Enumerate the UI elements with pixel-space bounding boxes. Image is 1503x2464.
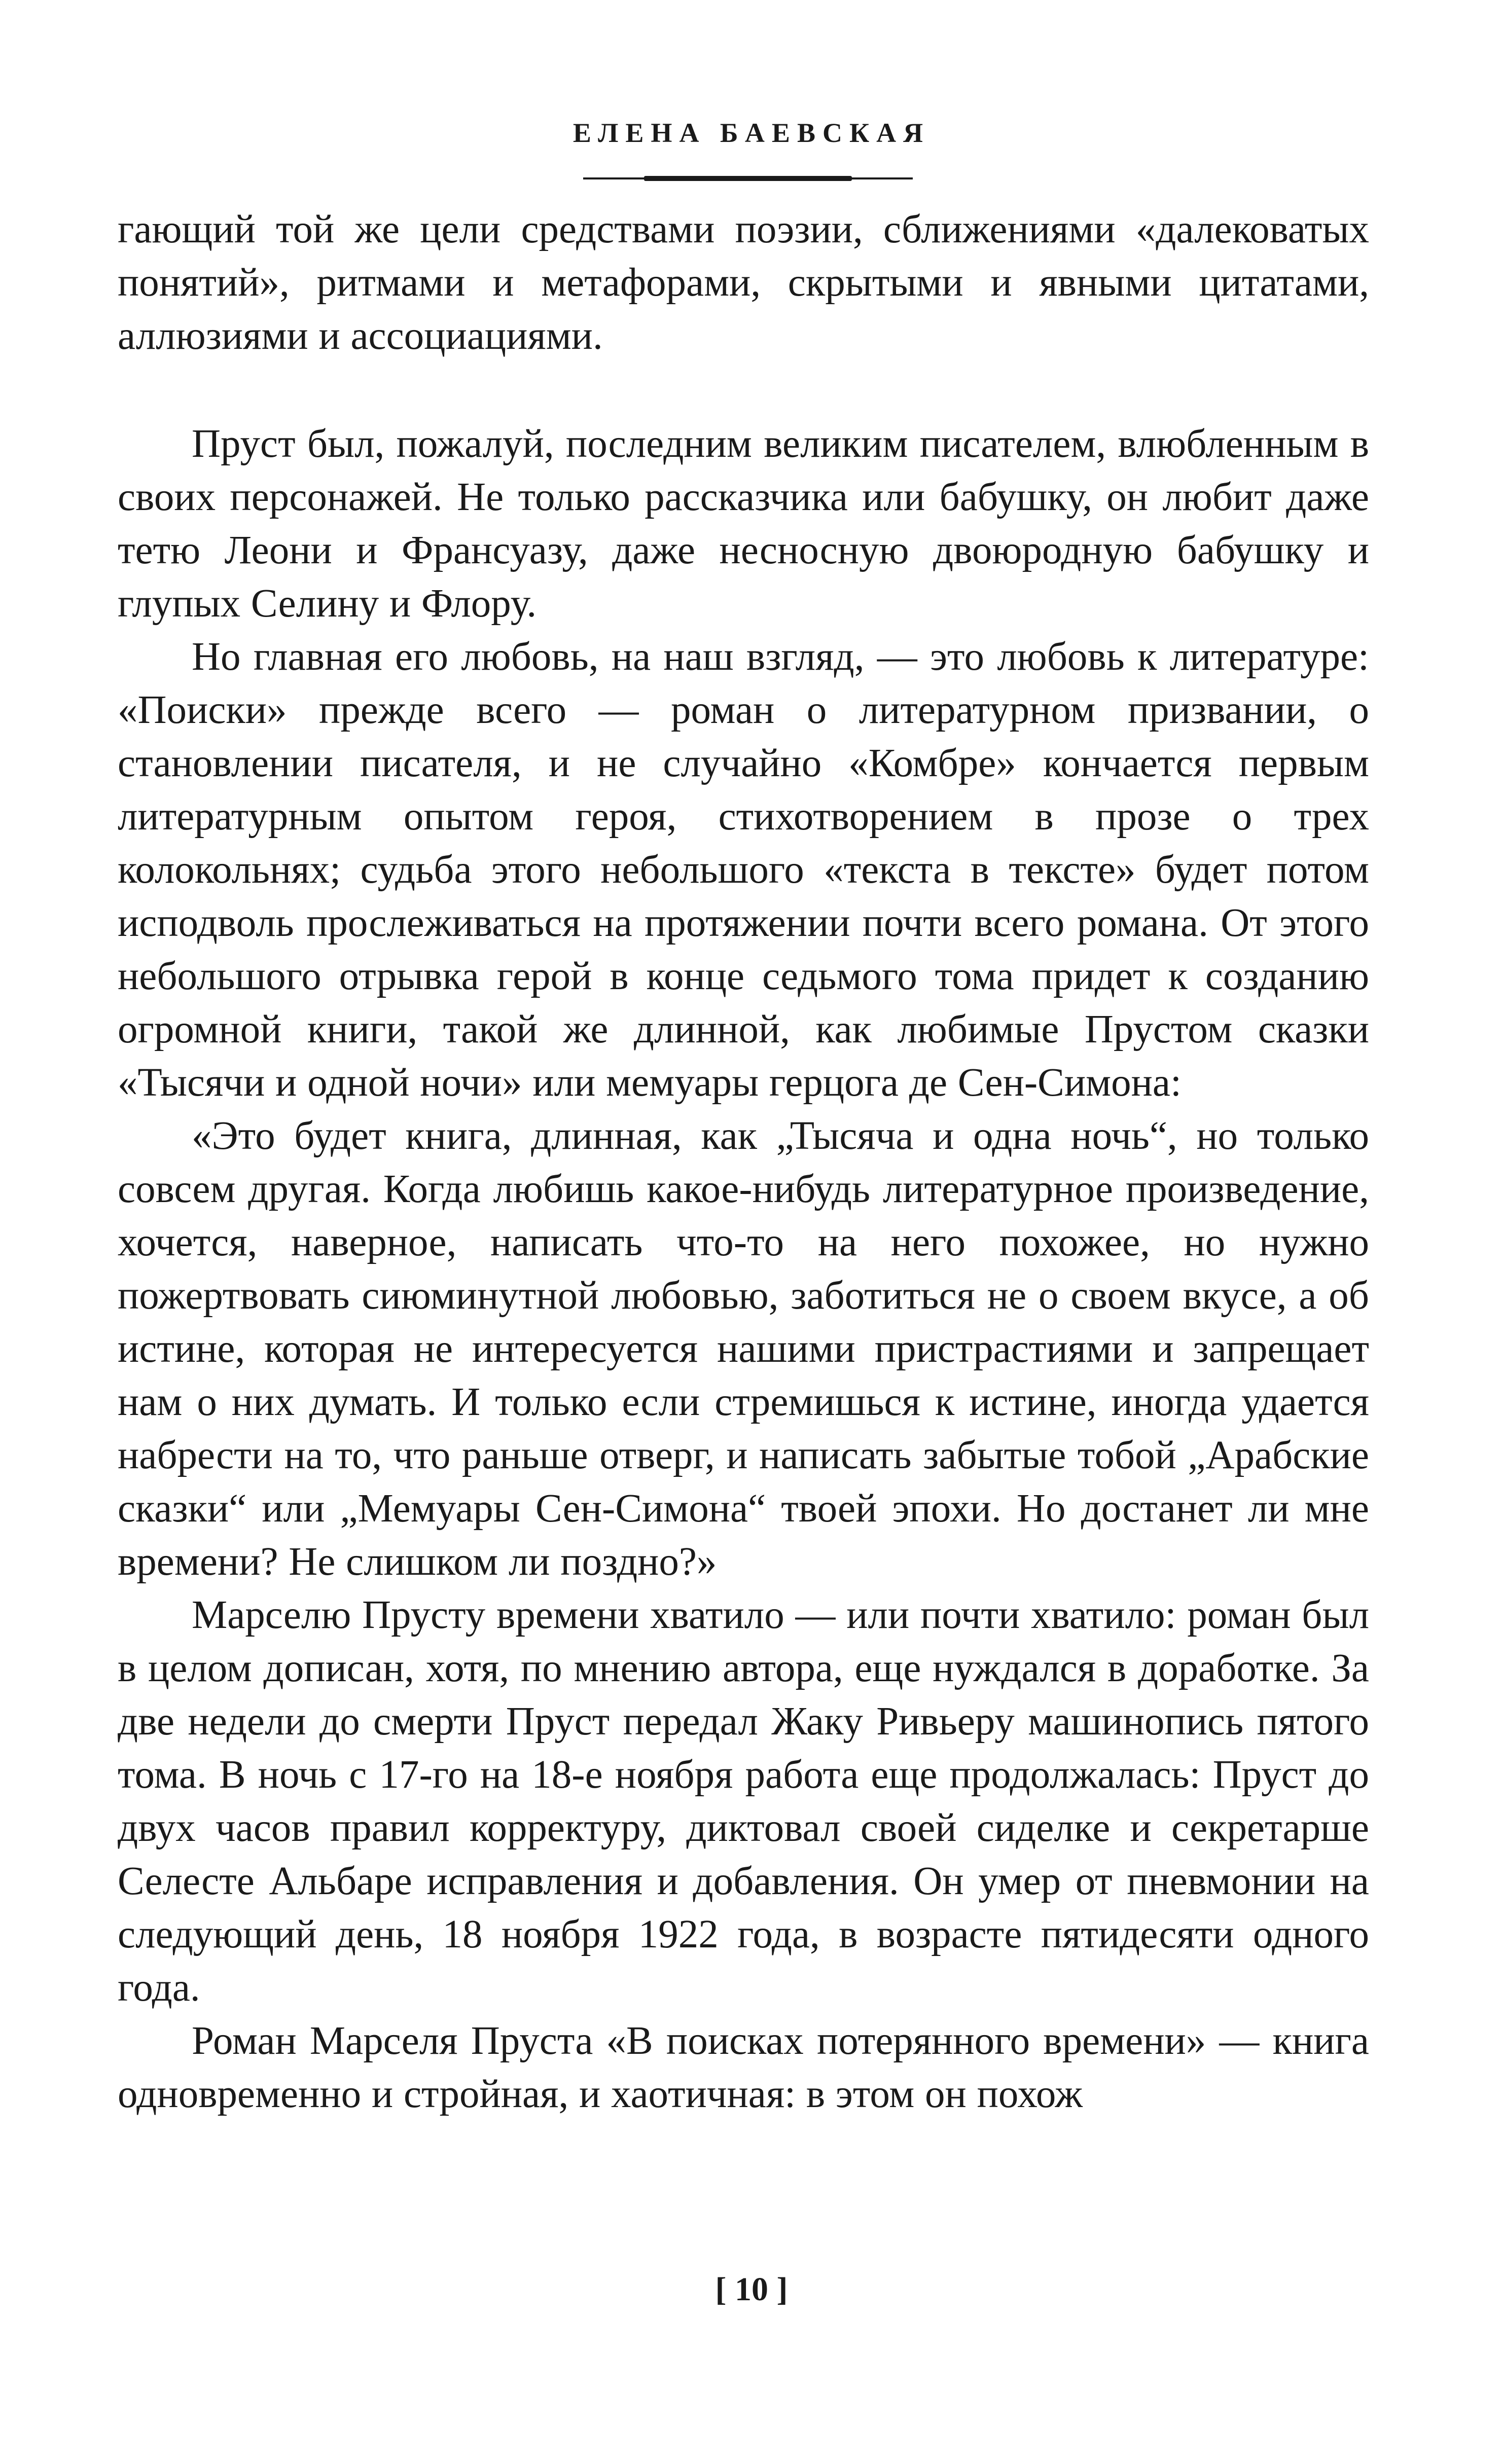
running-head-author: ЕЛЕНА БАЕВСКАЯ — [572, 118, 931, 148]
paragraph: Но главная его любовь, на наш взгляд, — это любовь к литературе: «Поиски» прежде всего — роман о литературном призвании, о становлении писателя, и не случайно «Комбре» кончается первым литературным опытом героя, стихотворением в прозе о трех колокольнях; судьба этого небольшого «текста в тексте» будет потом исподволь прослеживаться на протяжении почти всего романа. От этого небольшого отрывка герой в конце седьмого тома придет к созданию огромной книги, такой же длинной, как любимые Прустом сказки «Тысячи и одной ночи» или мемуары герцога де Сен-Симона: — [118, 635, 1369, 1105]
header-rule — [583, 177, 913, 179]
body-text — [118, 203, 1369, 2121]
paragraph-continued: гающий той же цели средствами поэзии, сближениями «далековатых понятий», ритмами и метафорами, скрытыми и явными цитатами, аллюзиями и ассоциациями. — [118, 207, 1369, 358]
paragraph: Марселю Прусту времени хватило — или почти хватило: роман был в целом дописан, хотя, по мнению автора, еще нуждался в доработке. За две недели до смерти Пруст передал Жаку Ривьеру машинопись пятого тома. В ночь с 17-го на 18-е ноября работа еще продолжалась: Пруст до двух часов правил корректуру, диктовал своей сиделке и секретарше Селесте Альбаре исправления и добавления. Он умер от пневмонии на следующий день, 18 ноября 1922 года, в возрасте пятидесяти одного года. — [118, 1593, 1369, 2010]
paragraph: Роман Марселя Пруста «В поисках потерянного времени» — книга одновременно и стройная, и хаотичная: в этом он похож — [118, 2019, 1369, 2116]
page-number: [ 10 ] — [715, 2271, 788, 2308]
paragraph: Пруст был, пожалуй, последним великим писателем, влюбленным в своих персонажей. Не только рассказчика или бабушку, он любит даже тетю Леони и Франсуазу, даже несносную двоюродную бабушку и глупых Селину и Флору. — [118, 422, 1369, 626]
quotation-paragraph: «Это будет книга, длинная, как „Тысяча и одна ночь“, но только совсем другая. Когда любишь какое-нибудь литературное произведение, хочется, наверное, написать что-то на него похожее, но нужно пожертвовать сиюминутной любовью, заботиться не о своем вкусе, а об истине, которая не интересуется нашими пристрастиями и запрещает нам о них думать. И только если стремишься к истине, иногда удается набрести на то, что раньше отверг, и написать забытые тобой „Арабские сказки“ или „Мемуары Сен-Симона“ твоей эпохи. Но достанет ли мне времени? Не слишком ли поздно?» — [118, 1114, 1369, 1584]
